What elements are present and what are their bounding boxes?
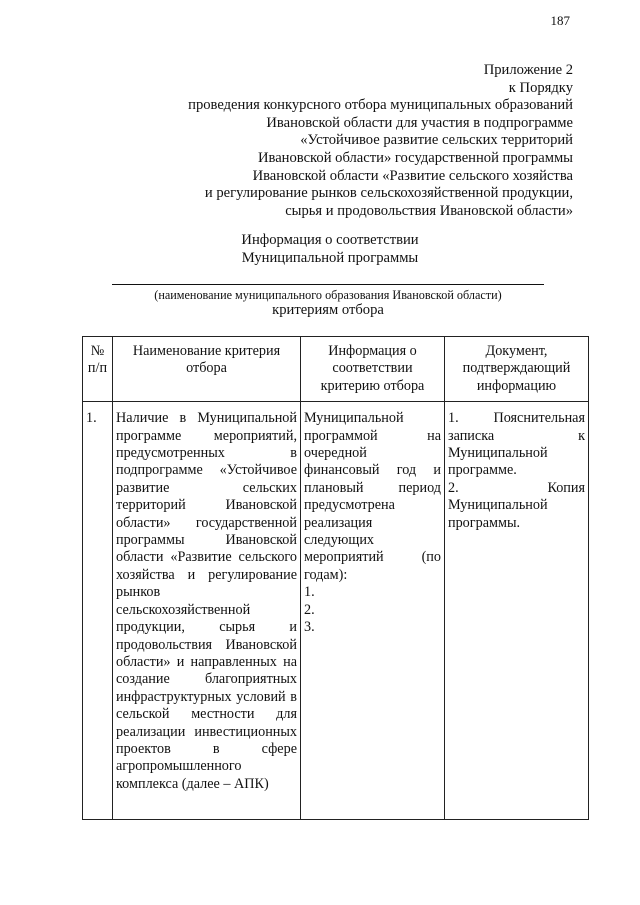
table-header-row [83, 337, 589, 402]
appendix-header [93, 62, 573, 220]
appendix-line: «Устойчивое развитие сельских территорий [300, 132, 573, 149]
document-item: 1. Пояснительная записка к Муниципальной программе. [448, 410, 585, 479]
appendix-line: проведения конкурсного отбора муниципальных образований [188, 97, 573, 114]
appendix-line: Ивановской области для участия в подпрограмме [266, 114, 573, 131]
appendix-line: Ивановской области «Развитие сельского хозяйства [252, 167, 573, 184]
info-cell [301, 402, 445, 820]
title-line-2: Муниципальной программы [241, 249, 419, 266]
header-document: Документ, подтверждающий информацию [445, 337, 589, 402]
info-item: 1. [304, 584, 315, 601]
title-line-1: Информация о соответствии [241, 232, 419, 248]
appendix-line: к Порядку [508, 79, 573, 96]
page-number: 187 [550, 13, 570, 28]
info-text: Муниципальной программой на очередной финансовый год и плановый период предусмотрена реализация следующих мероприятий (по годам): [304, 410, 441, 583]
document-cell [445, 402, 589, 820]
appendix-line: Приложение 2 [483, 62, 573, 78]
header-number: № п/п [83, 337, 113, 402]
fill-in-underline [112, 284, 544, 285]
row-number: 1. [83, 402, 113, 820]
criterion-text: Наличие в Муниципальной программе мероприятий, предусмотренных в подпрограмме «Устойчивое развитие сельских территорий Ивановской области» государственной программы Ивановской области «Развитие сельского хозяйства и регулирование рынков сельскохозяйственной продукции, сырья и продовольствия Ивановской области» и направленных на создание благоприятных инфраструктурных условий в сельской местности для реализации инвестиционных проектов в сфере агропромышленного комплекса (далее – АПК) [113, 402, 301, 820]
document-item: 2. Копия Муниципальной программы. [448, 479, 585, 531]
appendix-line: Ивановской области» государственной программы [257, 149, 573, 166]
header-criterion: Наименование критерия отбора [113, 337, 301, 402]
appendix-line: сырья и продовольствия Ивановской области» [285, 202, 573, 219]
underline-caption: (наименование муниципального образования Ивановской области) [154, 288, 502, 302]
table-row [83, 402, 589, 820]
info-item: 3. [304, 619, 315, 636]
criteria-title: критериям отбора [272, 302, 384, 318]
criteria-table [82, 336, 589, 820]
appendix-line: и регулирование рынков сельскохозяйственной продукции, [204, 185, 573, 202]
document-title [0, 232, 640, 267]
header-info: Информация о соответствии критерию отбора [301, 337, 445, 402]
info-item: 2. [304, 601, 315, 618]
